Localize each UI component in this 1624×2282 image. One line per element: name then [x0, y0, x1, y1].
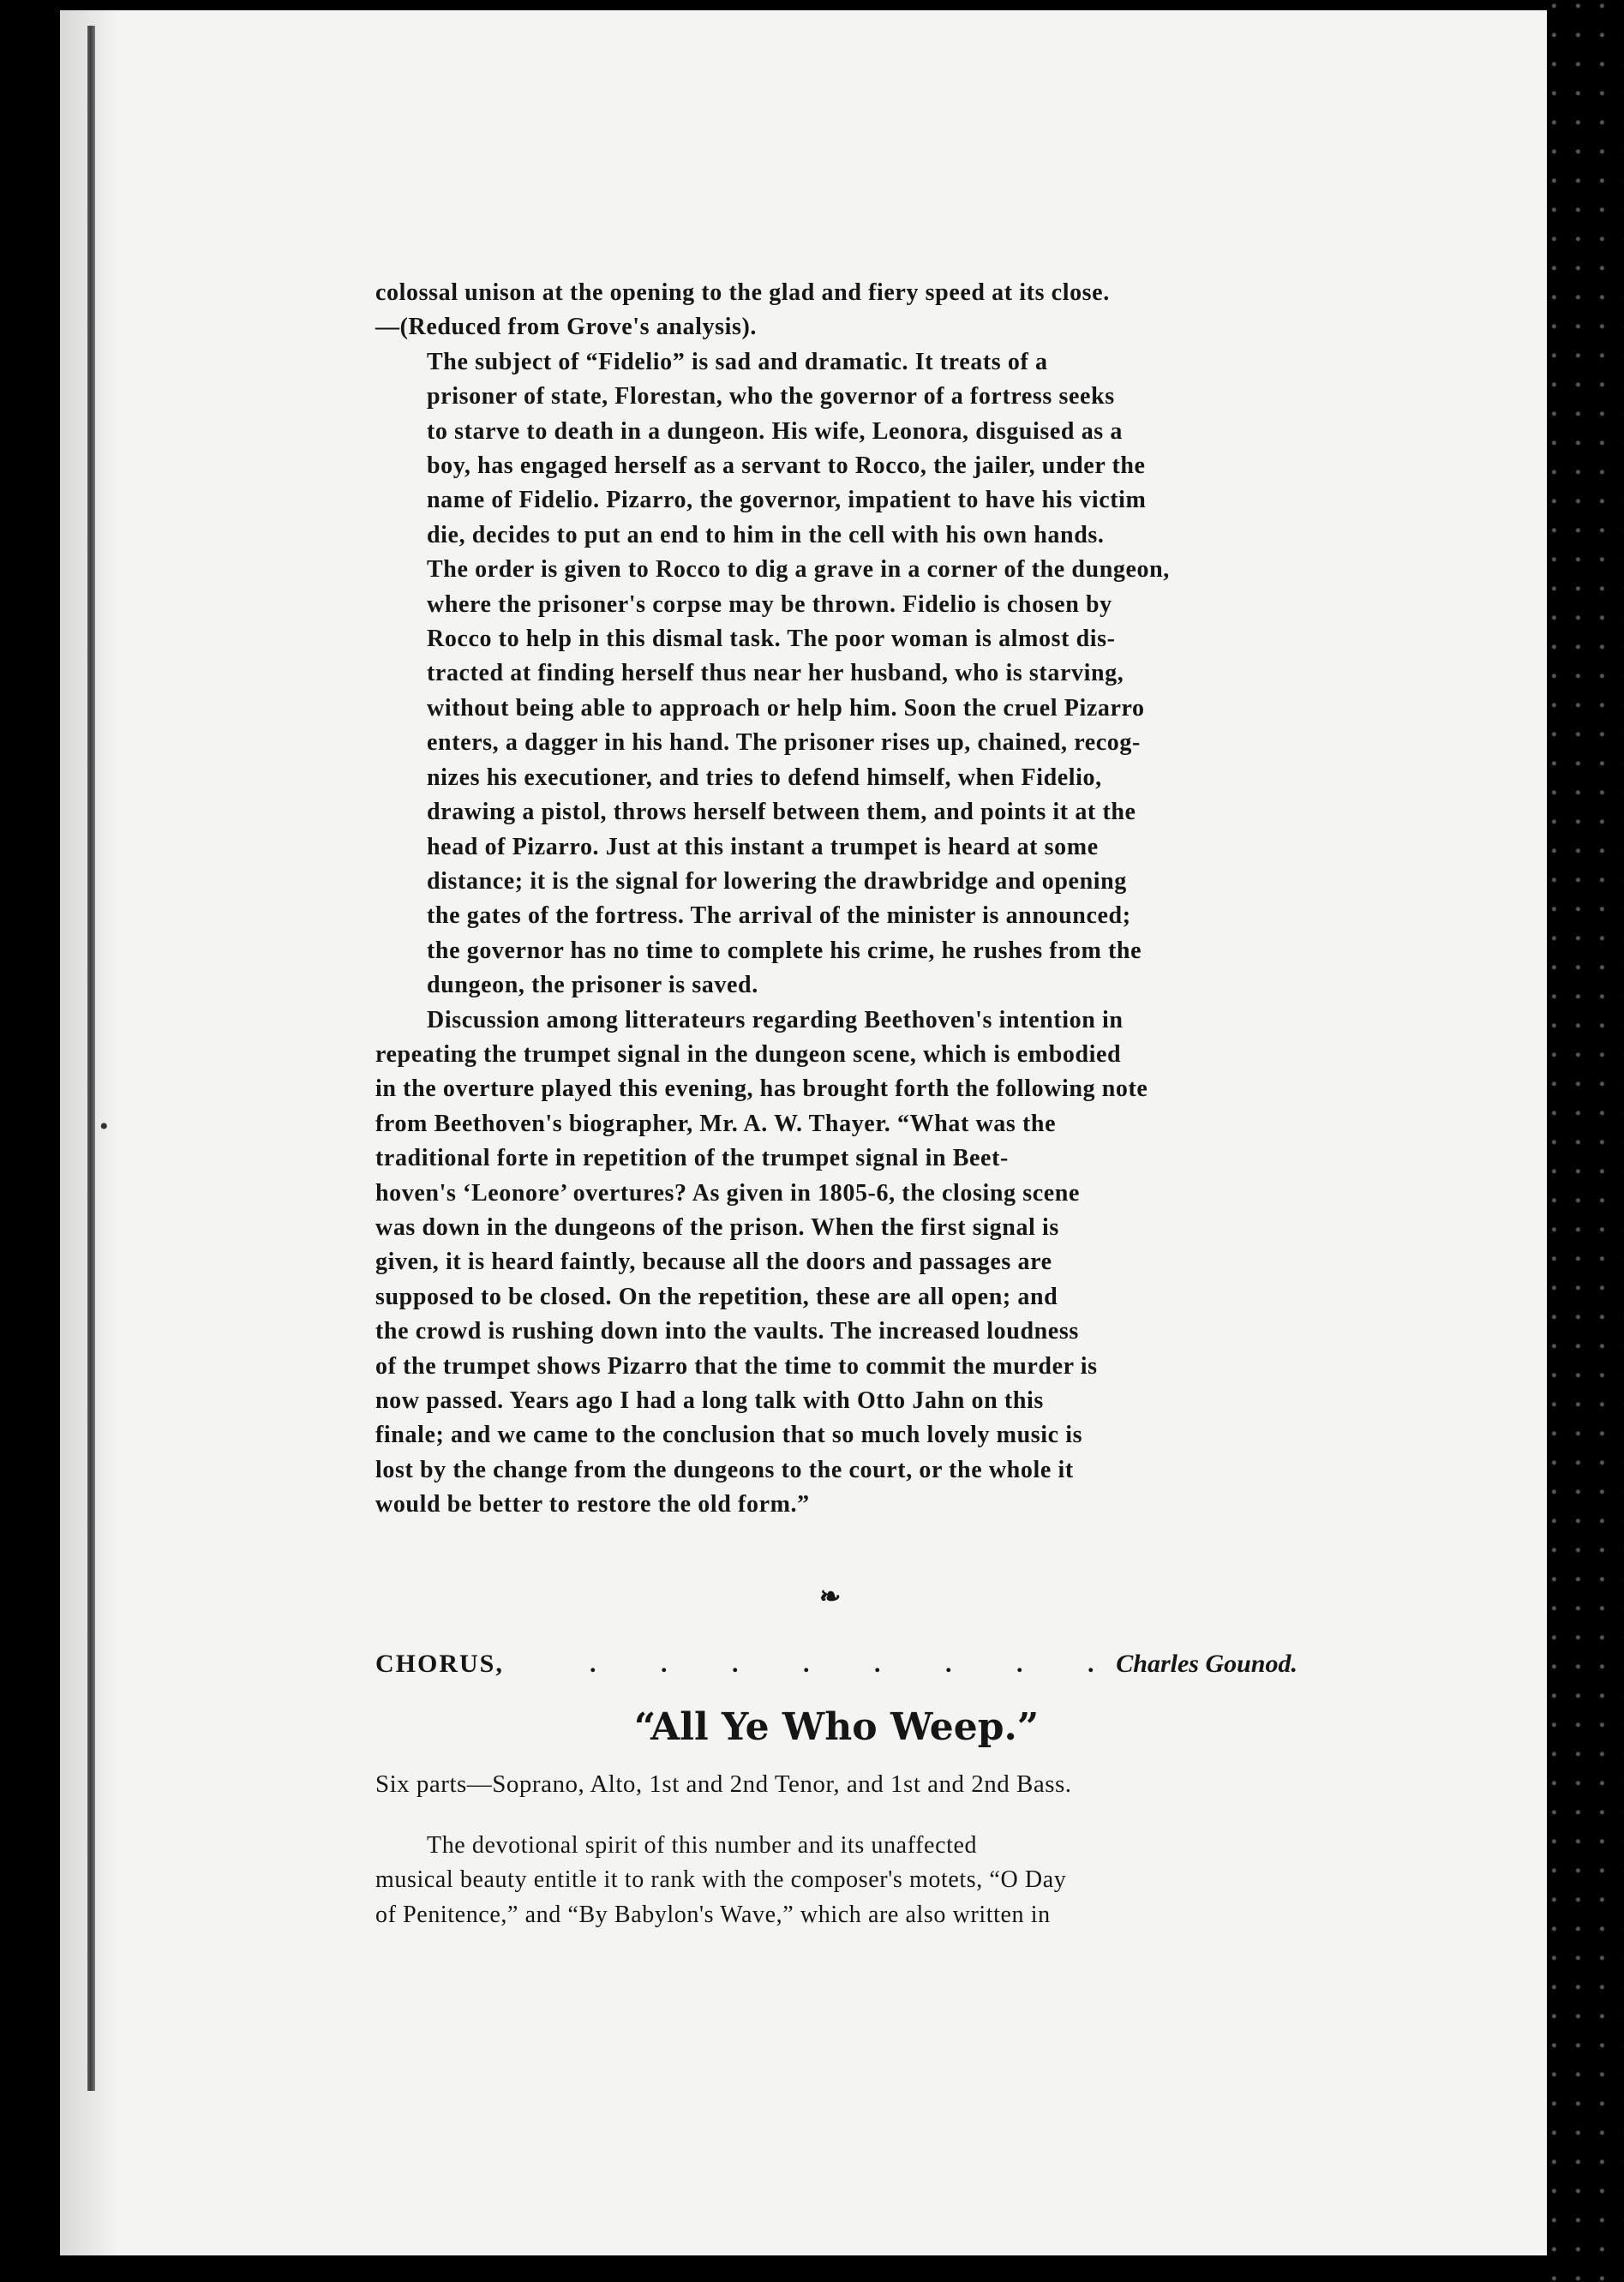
voice-parts-line: Six parts—Soprano, Alto, 1st and 2nd Tenor, and 1st and 2nd Bass. — [375, 1770, 1072, 1798]
text-line: the gates of the fortress. The arrival of the minister is announced; — [427, 902, 1131, 930]
text-line: boy, has engaged herself as a servant to Rocco, the jailer, under the — [427, 452, 1146, 480]
text-line: to starve to death in a dungeon. His wife, Leonora, disguised as a — [427, 417, 1123, 445]
text-line: —(Reduced from Grove's analysis). — [375, 314, 757, 341]
text-line: of Penitence,” and “By Babylon's Wave,” which are also written in — [375, 1901, 1051, 1928]
text-line: in the overture played this evening, has brought forth the following note — [375, 1075, 1148, 1103]
text-line: now passed. Years ago I had a long talk with Otto Jahn on this — [375, 1387, 1044, 1414]
text-line: without being able to approach or help him. Soon the cruel Pizarro — [427, 694, 1145, 722]
text-line: finale; and we came to the conclusion that so much lovely music is — [375, 1422, 1083, 1449]
composer-name: Charles Gounod. — [1116, 1650, 1297, 1678]
text-line: where the prisoner's corpse may be thrown. Fidelio is chosen by — [427, 590, 1112, 618]
text-line: repeating the trumpet signal in the dungeon scene, which is embodied — [375, 1040, 1122, 1068]
binding-edge — [87, 26, 95, 2091]
text-line: The devotional spirit of this number and its unaffected — [427, 1832, 978, 1859]
text-line: of the trumpet shows Pizarro that the time to commit the murder is — [375, 1352, 1098, 1380]
text-line: traditional forte in repetition of the trumpet signal in Beet- — [375, 1145, 1009, 1172]
text-line: distance; it is the signal for lowering the drawbridge and opening — [427, 867, 1127, 895]
text-line: The subject of “Fidelio” is sad and dramatic. It treats of a — [427, 348, 1048, 375]
body-text — [375, 276, 1297, 1523]
piece-title: “All Ye Who Weep.” — [633, 1705, 1040, 1749]
closing-paragraph — [375, 1829, 1297, 1932]
binding-mark: • — [99, 1112, 109, 1141]
text-line: would be better to restore the old form.” — [375, 1491, 810, 1518]
text-line: prisoner of state, Florestan, who the governor of a fortress seeks — [427, 383, 1115, 410]
text-line: enters, a dagger in his hand. The prisoner rises up, chained, recog- — [427, 729, 1141, 757]
text-line: lost by the change from the dungeons to the court, or the whole it — [375, 1456, 1074, 1483]
text-line: the governor has no time to complete his crime, he rushes from the — [427, 937, 1142, 964]
program-item-label: CHORUS, — [375, 1650, 504, 1678]
text-line: hoven's ‘Leonore’ overtures? As given in 1805-6, the closing scene — [375, 1179, 1080, 1207]
text-line: name of Fidelio. Pizarro, the governor, impatient to have his victim — [427, 487, 1147, 514]
text-line: Rocco to help in this dismal task. The poor woman is almost dis- — [427, 626, 1116, 653]
text-line: given, it is heard faintly, because all the doors and passages are — [375, 1249, 1052, 1276]
text-line: nizes his executioner, and tries to defend himself, when Fidelio, — [427, 764, 1102, 791]
text-line: head of Pizarro. Just at this instant a trumpet is heard at some — [427, 833, 1099, 860]
text-line: supposed to be closed. On the repetition, these are all open; and — [375, 1283, 1058, 1310]
text-line: die, decides to put an end to him in the cell with his own hands. — [427, 521, 1105, 548]
paragraph-fidelio-subject — [375, 345, 1297, 1003]
paragraph-thayer-note — [375, 1003, 1297, 1523]
text-line: tracted at finding herself thus near her husband, who is starving, — [427, 660, 1124, 687]
text-line: was down in the dungeons of the prison. When the first signal is — [375, 1213, 1059, 1241]
paragraph-grove-analysis — [375, 276, 1297, 345]
text-line: colossal unison at the opening to the glad and fiery speed at its close. — [375, 279, 1110, 306]
text-line: Discussion among litterateurs regarding Beethoven's intention in — [427, 1006, 1124, 1033]
text-line: from Beethoven's biographer, Mr. A. W. Thayer. “What was the — [375, 1110, 1057, 1137]
text-line: drawing a pistol, throws herself between them, and points it at the — [427, 799, 1136, 826]
text-line: musical beauty entitle it to rank with the composer's motets, “O Day — [375, 1866, 1067, 1894]
leader-dots: . . . . . . . . — [590, 1650, 1124, 1678]
text-line: dungeon, the prisoner is saved. — [427, 972, 758, 999]
scan-margin — [1547, 0, 1624, 2282]
section-ornament: ❧ — [819, 1583, 842, 1611]
program-item-heading — [375, 1650, 1297, 1684]
text-line: the crowd is rushing down into the vaults. The increased loudness — [375, 1318, 1079, 1345]
text-line: The order is given to Rocco to dig a grave in a corner of the dungeon, — [427, 556, 1170, 584]
